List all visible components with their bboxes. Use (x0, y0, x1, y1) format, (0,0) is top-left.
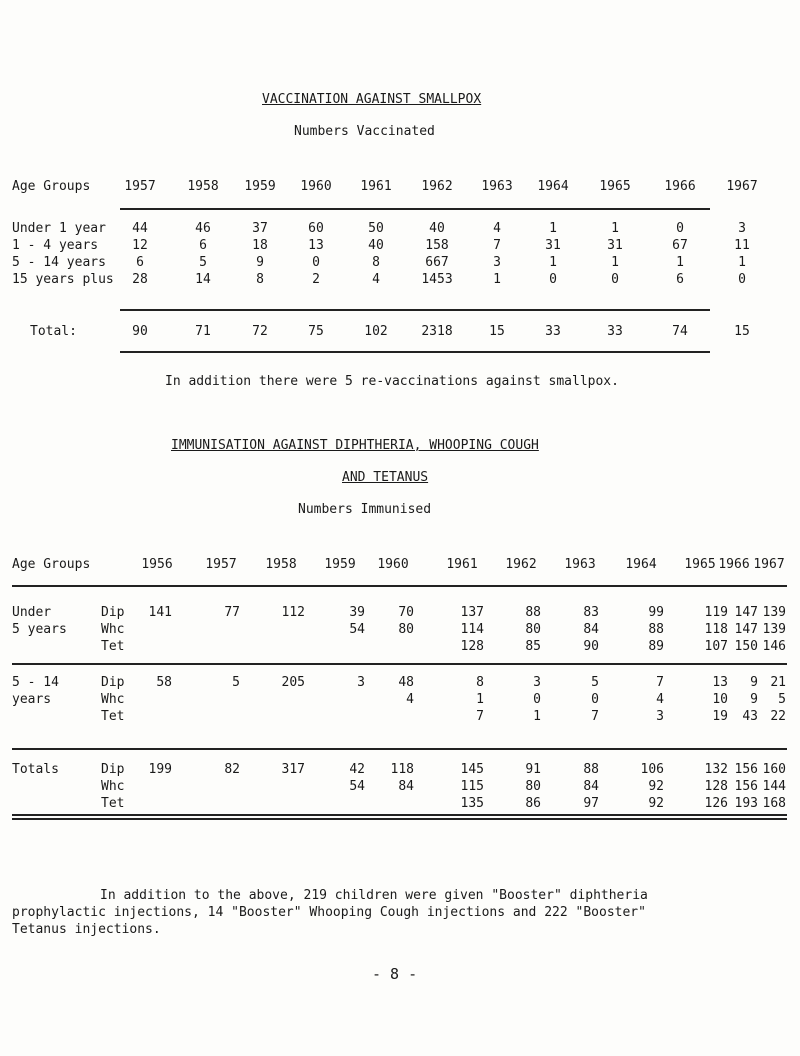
table-cell: 9 (256, 255, 264, 270)
vaccine-type: Whc (101, 692, 125, 707)
year-header: 1963 (481, 179, 513, 194)
year-header: 1965 (599, 179, 631, 194)
smallpox-title: VACCINATION AGAINST SMALLPOX (262, 92, 482, 107)
table-cell: 7 (591, 709, 599, 724)
table-cell: 92 (648, 779, 664, 794)
table-cell: 1 (611, 221, 619, 236)
table-cell: 7 (476, 709, 484, 724)
table-cell: 1 (493, 272, 501, 287)
table-cell: 77 (224, 605, 240, 620)
group-label-line2: 5 years (12, 622, 67, 637)
table-cell: 97 (583, 796, 599, 811)
smallpox-total-rule-top (120, 309, 710, 311)
year-header: 1961 (360, 179, 392, 194)
table-cell: 22 (770, 709, 786, 724)
year-header: 1960 (377, 557, 409, 572)
table-cell: 139 (762, 622, 786, 637)
table-cell: 205 (281, 675, 305, 690)
total-cell: 33 (607, 324, 623, 339)
table-cell: 128 (704, 779, 728, 794)
footnote-line-3: Tetanus injections. (12, 922, 161, 937)
smallpox-header-rule (120, 208, 710, 210)
year-header: 1957 (124, 179, 156, 194)
table-cell: 89 (648, 639, 664, 654)
year-header: 1964 (537, 179, 569, 194)
table-cell: 60 (308, 221, 324, 236)
table-cell: 31 (545, 238, 561, 253)
table-cell: 139 (762, 605, 786, 620)
table-cell: 67 (672, 238, 688, 253)
table-cell: 3 (493, 255, 501, 270)
year-header: 1959 (244, 179, 276, 194)
table-cell: 132 (704, 762, 728, 777)
year-header: 1959 (324, 557, 356, 572)
table-cell: 135 (460, 796, 484, 811)
vaccine-type: Tet (101, 796, 125, 811)
table-cell: 9 (750, 675, 758, 690)
vaccine-type: Whc (101, 622, 125, 637)
table-cell: 4 (372, 272, 380, 287)
table-cell: 50 (368, 221, 384, 236)
table-cell: 88 (525, 605, 541, 620)
table-cell: 44 (132, 221, 148, 236)
year-header: 1960 (300, 179, 332, 194)
year-header: 1964 (625, 557, 657, 572)
table-cell: 5 (591, 675, 599, 690)
table-cell: 92 (648, 796, 664, 811)
table-cell: 99 (648, 605, 664, 620)
table-cell: 3 (738, 221, 746, 236)
year-header: 1956 (141, 557, 173, 572)
table-cell: 3 (533, 675, 541, 690)
table-cell: 107 (704, 639, 728, 654)
total-cell: 71 (195, 324, 211, 339)
table-cell: 21 (770, 675, 786, 690)
table-cell: 84 (583, 622, 599, 637)
immunisation-title-line2: AND TETANUS (342, 470, 429, 485)
table-cell: 85 (525, 639, 541, 654)
table-cell: 0 (738, 272, 746, 287)
year-header: 1958 (187, 179, 219, 194)
table-cell: 42 (349, 762, 365, 777)
table-cell: 6 (136, 255, 144, 270)
table-cell: 1 (738, 255, 746, 270)
year-header: 1958 (265, 557, 297, 572)
total-cell: 102 (364, 324, 388, 339)
table-cell: 80 (525, 622, 541, 637)
table-cell: 84 (398, 779, 414, 794)
table-cell: 156 (734, 779, 758, 794)
total-cell: 2318 (421, 324, 453, 339)
table-cell: 168 (762, 796, 786, 811)
table-cell: 37 (252, 221, 268, 236)
table-cell: 0 (591, 692, 599, 707)
table-cell: 12 (132, 238, 148, 253)
table-cell: 8 (476, 675, 484, 690)
immunisation-header-rule (12, 585, 787, 587)
year-header: 1961 (446, 557, 478, 572)
row-label: 5 - 14 years (12, 255, 106, 270)
group-label-line2: years (12, 692, 52, 707)
total-cell: 15 (489, 324, 505, 339)
age-groups-header: Age Groups (12, 557, 91, 572)
table-cell: 82 (224, 762, 240, 777)
table-cell: 9 (750, 692, 758, 707)
table-cell: 31 (607, 238, 623, 253)
vaccine-type: Whc (101, 779, 125, 794)
table-cell: 147 (734, 605, 758, 620)
table-cell: 141 (148, 605, 172, 620)
table-cell: 84 (583, 779, 599, 794)
immunisation-subtitle: Numbers Immunised (298, 502, 432, 517)
table-cell: 80 (398, 622, 414, 637)
table-cell: 4 (493, 221, 501, 236)
table-cell: 118 (704, 622, 728, 637)
table-cell: 126 (704, 796, 728, 811)
table-cell: 199 (148, 762, 172, 777)
table-cell: 146 (762, 639, 786, 654)
table-cell: 28 (132, 272, 148, 287)
table-cell: 114 (460, 622, 484, 637)
table-cell: 193 (734, 796, 758, 811)
table-cell: 86 (525, 796, 541, 811)
table-cell: 11 (734, 238, 750, 253)
table-cell: 40 (429, 221, 445, 236)
table-cell: 0 (611, 272, 619, 287)
table-cell: 1 (549, 221, 557, 236)
table-cell: 3 (357, 675, 365, 690)
table-cell: 2 (312, 272, 320, 287)
total-label: Total: (30, 324, 77, 339)
table-cell: 88 (648, 622, 664, 637)
year-header: 1962 (421, 179, 453, 194)
table-cell: 7 (656, 675, 664, 690)
totals-rule-1 (12, 814, 787, 816)
smallpox-total-rule-bottom (120, 351, 710, 353)
footnote-line-1: In addition to the above, 219 children were given "Booster" diphtheria (100, 888, 648, 903)
table-cell: 90 (583, 639, 599, 654)
table-cell: 0 (676, 221, 684, 236)
table-cell: 4 (406, 692, 414, 707)
age-groups-header: Age Groups (12, 179, 91, 194)
table-cell: 1 (476, 692, 484, 707)
table-cell: 0 (533, 692, 541, 707)
table-cell: 80 (525, 779, 541, 794)
year-header: 1962 (505, 557, 537, 572)
vaccine-type: Dip (101, 605, 125, 620)
table-cell: 54 (349, 779, 365, 794)
table-cell: 54 (349, 622, 365, 637)
table-cell: 106 (640, 762, 664, 777)
table-cell: 88 (583, 762, 599, 777)
table-cell: 70 (398, 605, 414, 620)
table-cell: 8 (256, 272, 264, 287)
table-cell: 43 (742, 709, 758, 724)
vaccine-type: Tet (101, 639, 125, 654)
table-cell: 19 (712, 709, 728, 724)
table-cell: 156 (734, 762, 758, 777)
table-cell: 83 (583, 605, 599, 620)
table-cell: 13 (712, 675, 728, 690)
vaccine-type: Tet (101, 709, 125, 724)
table-cell: 3 (656, 709, 664, 724)
table-cell: 317 (281, 762, 305, 777)
smallpox-subtitle: Numbers Vaccinated (294, 124, 435, 139)
year-header: 1966 (664, 179, 696, 194)
table-cell: 0 (312, 255, 320, 270)
page-number: - 8 - (372, 965, 418, 983)
row-label: Under 1 year (12, 221, 106, 236)
totals-rule-2 (12, 818, 787, 820)
year-header: 1967 (753, 557, 785, 572)
table-cell: 14 (195, 272, 211, 287)
table-cell: 1 (676, 255, 684, 270)
table-cell: 144 (762, 779, 786, 794)
table-cell: 147 (734, 622, 758, 637)
table-cell: 7 (493, 238, 501, 253)
total-cell: 75 (308, 324, 324, 339)
group-label: Under (12, 605, 52, 620)
table-cell: 119 (704, 605, 728, 620)
table-cell: 112 (281, 605, 305, 620)
table-cell: 4 (656, 692, 664, 707)
table-cell: 118 (390, 762, 414, 777)
year-header: 1967 (726, 179, 758, 194)
table-cell: 128 (460, 639, 484, 654)
year-header: 1965 (684, 557, 716, 572)
table-cell: 1 (611, 255, 619, 270)
group-rule-1 (12, 663, 787, 665)
table-cell: 1 (549, 255, 557, 270)
table-cell: 158 (425, 238, 449, 253)
table-cell: 48 (398, 675, 414, 690)
vaccine-type: Dip (101, 762, 125, 777)
table-cell: 40 (368, 238, 384, 253)
total-cell: 33 (545, 324, 561, 339)
total-cell: 72 (252, 324, 268, 339)
table-cell: 6 (676, 272, 684, 287)
table-cell: 115 (460, 779, 484, 794)
table-cell: 667 (425, 255, 449, 270)
total-cell: 74 (672, 324, 688, 339)
year-header: 1966 (718, 557, 750, 572)
group-label: Totals (12, 762, 59, 777)
table-cell: 10 (712, 692, 728, 707)
table-cell: 5 (199, 255, 207, 270)
year-header: 1963 (564, 557, 596, 572)
table-cell: 39 (349, 605, 365, 620)
footnote-line-2: prophylactic injections, 14 "Booster" Whooping Cough injections and 222 "Booster" (12, 905, 646, 920)
row-label: 1 - 4 years (12, 238, 99, 253)
row-label: 15 years plus (12, 272, 114, 287)
table-cell: 1453 (421, 272, 453, 287)
table-cell: 160 (762, 762, 786, 777)
table-cell: 18 (252, 238, 268, 253)
total-cell: 15 (734, 324, 750, 339)
total-cell: 90 (132, 324, 148, 339)
table-cell: 5 (778, 692, 786, 707)
table-cell: 46 (195, 221, 211, 236)
group-label: 5 - 14 (12, 675, 59, 690)
table-cell: 145 (460, 762, 484, 777)
table-cell: 0 (549, 272, 557, 287)
vaccine-type: Dip (101, 675, 125, 690)
year-header: 1957 (205, 557, 237, 572)
table-cell: 150 (734, 639, 758, 654)
table-cell: 137 (460, 605, 484, 620)
table-cell: 6 (199, 238, 207, 253)
table-cell: 8 (372, 255, 380, 270)
table-cell: 91 (525, 762, 541, 777)
table-cell: 58 (156, 675, 172, 690)
immunisation-title: IMMUNISATION AGAINST DIPHTHERIA, WHOOPING COUGH (171, 438, 539, 453)
table-cell: 13 (308, 238, 324, 253)
table-cell: 1 (533, 709, 541, 724)
revaccination-note: In addition there were 5 re-vaccinations against smallpox. (165, 374, 619, 389)
group-rule-2 (12, 748, 787, 750)
table-cell: 5 (232, 675, 240, 690)
